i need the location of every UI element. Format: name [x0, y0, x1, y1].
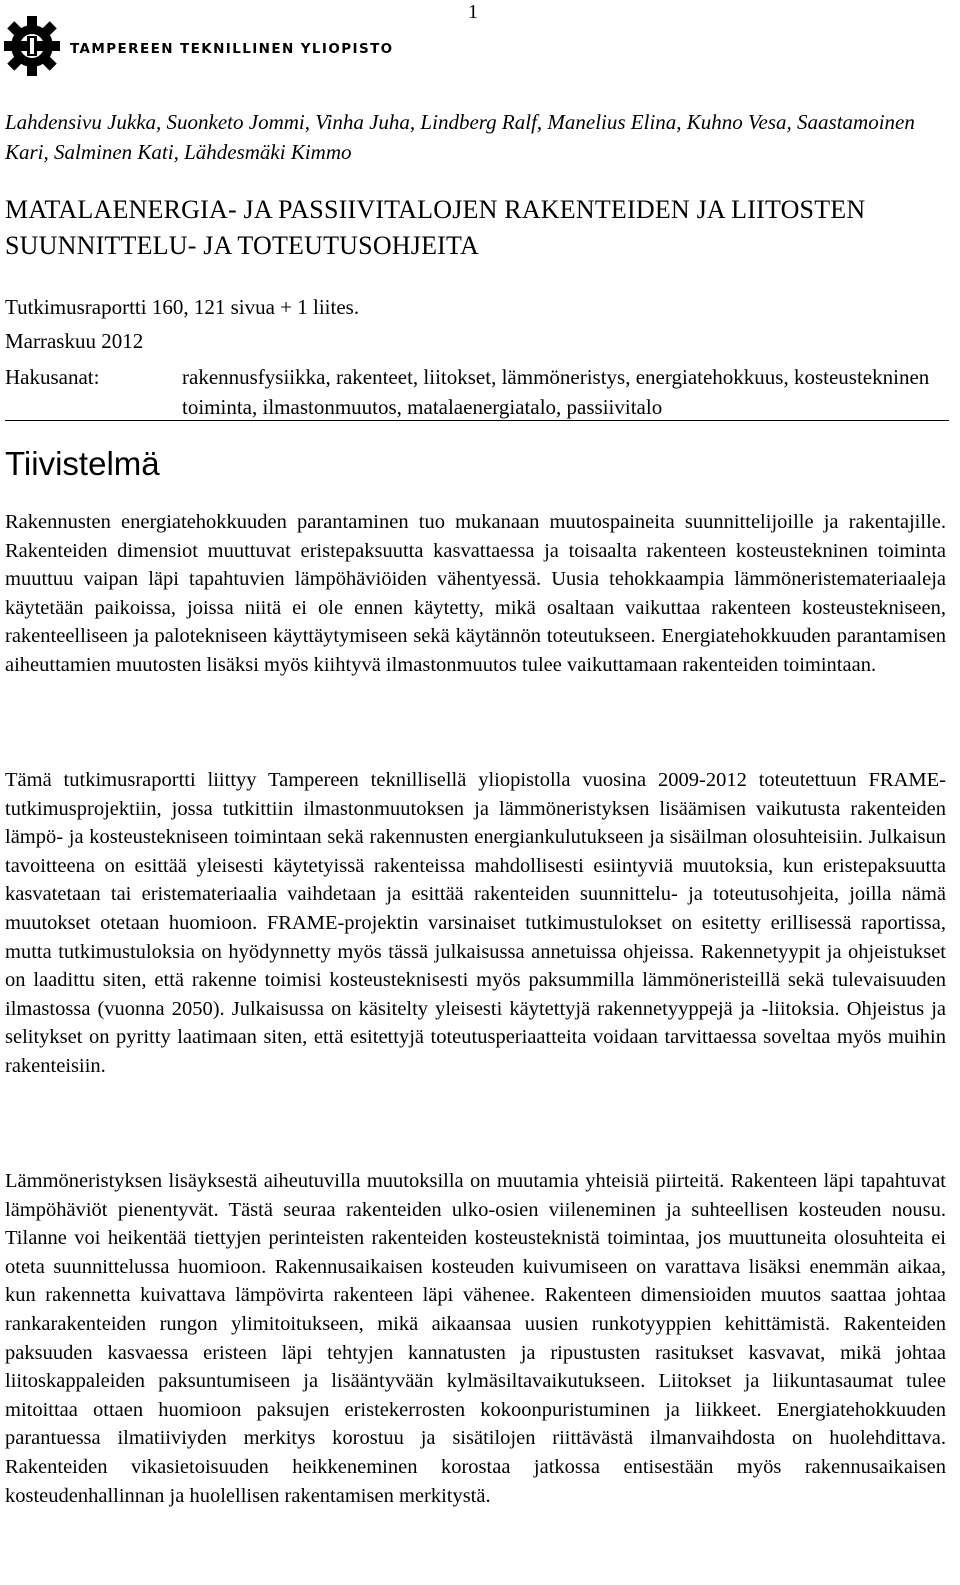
report-info: Tutkimusraportti 160, 121 sivua + 1 liites.: [5, 295, 360, 319]
keywords-value: rakennusfysiikka, rakenteet, liitokset, lämmöneristys, energiatehokkuus, kosteustekninen toiminta, ilmastonmuutos, matalaenergiatalo, passiivitalo: [182, 365, 930, 419]
abstract-paragraph: Tämä tutkimusraportti liittyy Tampereen teknillisellä yliopistolla vuosina 2009-2012 toteutettuun FRAME-tutkimusprojektiin, jossa tutkittiin ilmastonmuutoksen ja lämmöneristyksen lisäämisen vaikutusta rakenteiden lämpö- ja kosteustekniseen toimintaan sekä rakennusten energiankulutukseen ja sisäilman olosuhteisiin. Julkaisun tavoitteena on esittää yleisesti käytetyissä rakenteissa mahdollisesti esiintyviä muutoksia, kun eristepaksuutta kasvatetaan tai eristemateriaalia vaihdetaan ja esittää rakenteiden suunnittelu- ja toteutusohjeita, joilla nämä muutokset otetaan huomioon. FRAME-projektin varsinaiset tutkimustulokset on esitetty erillisessä raportissa, mutta tutkimustuloksia on hyödynnetty myös tässä julkaisussa annetuissa ohjeissa. Rakennetyypit ja ohjeistukset on laadittu siten, että rakenne toimisi kosteusteknisesti myös paksummilla lämmöneristeillä sekä tulevaisuuden ilmastossa (vuonna 2050). Julkaisussa on käsitelty yleisesti käytettyjä rakennetyyppejä ja -liitoksia. Ohjeistus ja selitykset on pyritty laatimaan siten, että esitettyjä toteutusperiaatteita voidaan tarvittaessa soveltaa myös muihin rakenteisiin.: [5, 769, 946, 1077]
abstract-paragraph: Lämmöneristyksen lisäyksestä aiheutuvilla muutoksilla on muutamia yhteisiä piirteitä. Rakenteen läpi tapahtuvat lämpöhäviöt pienentyvät. Tästä seuraa rakenteiden ulko-osien viileneminen ja suhteellisen kosteuden nousu. Tilanne voi heikentää tiettyjen perinteisten rakenteiden kosteusteknistä toimintaa, jos muuttuneita olosuhteita ei oteta suunnittelussa huomioon. Rakennusaikaisen kosteuden kuivumiseen on varattava lisäksi enemmän aikaa, kun rakennetta kuivattava lämpövirta rakenteen läpi vähenee. Rakenteen dimensioiden muutos saattaa johtaa rankarakenteiden rungon ylimitoitukseen, mikä aikaansaa uusien runkotyyppien kehittämistä. Rakenteiden paksuuden kasvaessa eristeen läpi tehtyjen kannatusten ja ripustusten rasitukset kasvavat, mikä johtaa liitoskappaleiden paksuntumiseen ja lisääntyvään kylmäsiltavaikutukseen. Liitokset ja liikuntasaumat tulee mitoittaa ottaen huomioon paksujen eristekerrosten kokoonpuristuminen ja liikkeet. Energiatehokkuuden parantuessa ilmatiiviyden merkitys korostuu ja sisätilojen riittävästä ilmanvaihdosta on huolehdittava. Rakenteiden vikasietoisuuden heikkeneminen korostaa jatkossa entisestään myös rakennusaikaisen kosteudenhallinnan ja huolellisen rakentamisen merkitystä.: [5, 1170, 946, 1507]
institution-name: TAMPEREEN TEKNILLINEN YLIOPISTO: [70, 41, 394, 57]
page-number: 1: [468, 1, 478, 23]
publication-date: Marraskuu 2012: [5, 329, 144, 353]
abstract-heading: Tiivistelmä: [5, 445, 160, 482]
horizontal-divider: [5, 420, 949, 421]
gear-logo-icon: [4, 16, 60, 76]
institution-logo: [4, 16, 394, 76]
abstract-paragraph: Rakennusten energiatehokkuuden parantaminen tuo mukanaan muutospaineita suunnittelijoille ja rakentajille. Rakenteiden dimensiot muuttuvat eristepaksuutta kasvattaessa ja toisaalta rakenteen kosteustekninen toiminta muuttuu vaipan läpi tapahtuvien lämpöhäviöiden vähentyessä. Uusia tehokkaampia lämmöneristemateriaaleja käytetään paikoissa, joissa niitä ei ole ennen käytetty, mikä osaltaan vaikuttaa rakenteen kosteustekniseen, rakenteelliseen ja palotekniseen käyttäytymiseen sekä käytännön toteutukseen. Energiatehokkuuden parantamisen aiheuttamien muutosten lisäksi myös kiihtyvä ilmastonmuutos tulee vaikuttamaan rakenteiden toimintaan.: [5, 511, 946, 676]
document-title: MATALAENERGIA- JA PASSIIVITALOJEN RAKENTEIDEN JA LIITOSTEN SUUNNITTELU- JA TOTEUTUSOHJEITA: [5, 195, 866, 260]
authors: Lahdensivu Jukka, Suonketo Jommi, Vinha Juha, Lindberg Ralf, Manelius Elina, Kuhno Vesa, Saastamoinen Kari, Salminen Kati, Lähdesmäki Kimmo: [5, 110, 915, 164]
keywords-label: Hakusanat:: [5, 365, 100, 389]
